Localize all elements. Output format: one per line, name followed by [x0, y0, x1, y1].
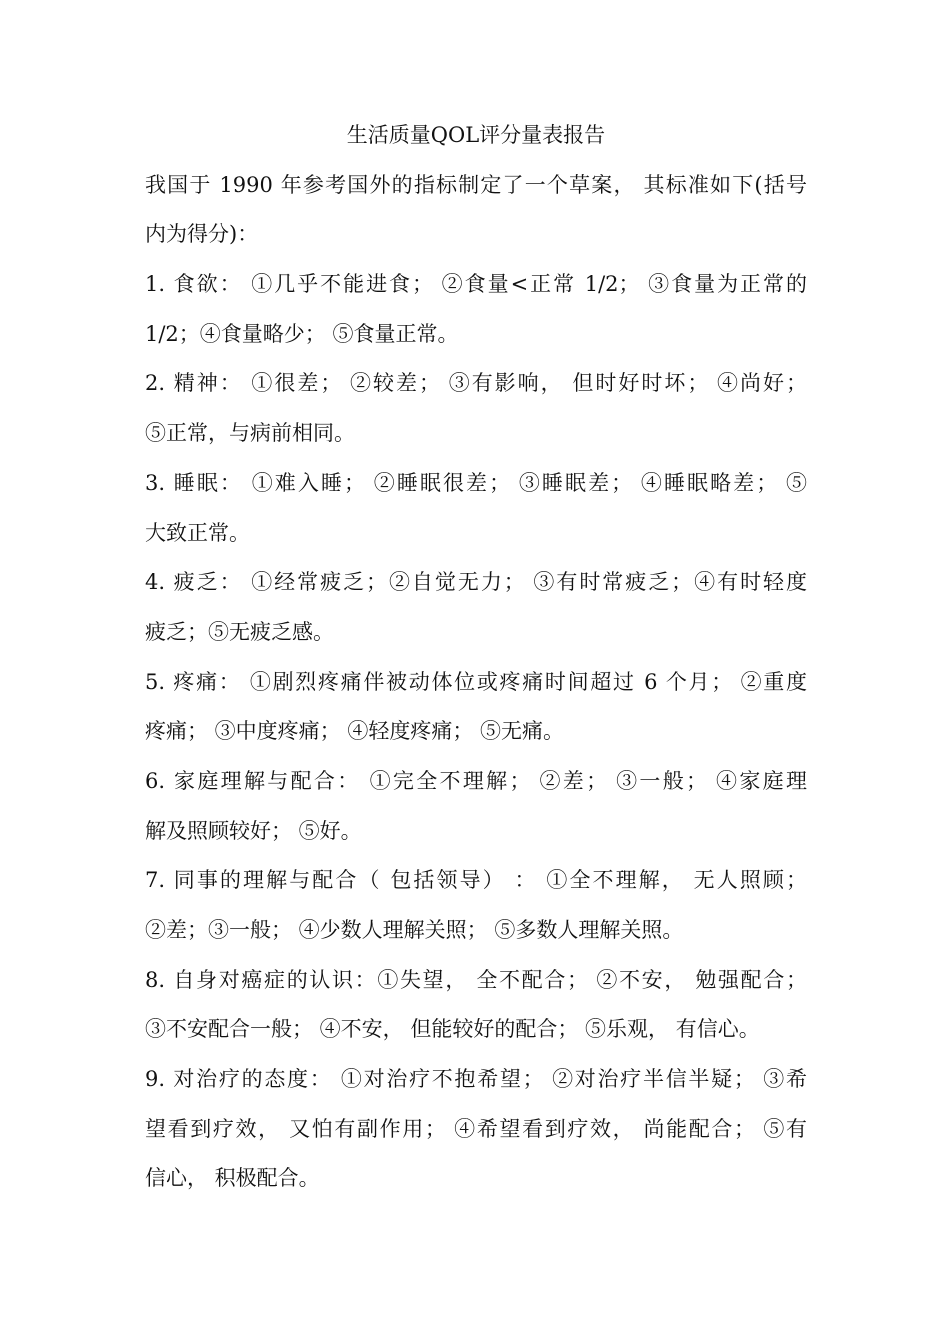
criteria-item-5	[145, 658, 807, 757]
criteria-line: 1/2；④食量略少； ⑤食量正常。	[145, 321, 459, 346]
criteria-item-2	[145, 359, 807, 458]
criteria-item-8	[145, 956, 807, 1055]
document-page	[145, 111, 807, 1204]
criteria-line: 望看到疗效， 又怕有副作用； ④希望看到疗效， 尚能配合； ⑤有	[145, 1116, 807, 1141]
criteria-list	[145, 260, 807, 1204]
criteria-item-7	[145, 856, 807, 955]
criteria-line: ⑤正常，与病前相同。	[145, 421, 355, 446]
criteria-line: 7. 同事的理解与配合（ 包括领导） ： ①全不理解， 无人照顾；	[145, 868, 807, 893]
criteria-line: 4. 疲乏： ①经常疲乏；②自觉无力； ③有时常疲乏；④有时轻度	[145, 570, 807, 595]
criteria-item-9	[145, 1055, 807, 1204]
criteria-line: 1. 食欲： ①几乎不能进食； ②食量<正常 1/2； ③食量为正常的	[145, 272, 807, 297]
criteria-line: 解及照顾较好； ⑤好。	[145, 818, 362, 843]
criteria-item-4	[145, 558, 807, 657]
criteria-line: 5. 疼痛： ①剧烈疼痛伴被动体位或疼痛时间超过 6 个月； ②重度	[145, 669, 807, 694]
criteria-item-6	[145, 757, 807, 856]
criteria-item-1	[145, 260, 807, 359]
criteria-line: 疼痛； ③中度疼痛； ④轻度疼痛； ⑤无痛。	[145, 719, 565, 744]
criteria-line: 9. 对治疗的态度： ①对治疗不抱希望； ②对治疗半信半疑； ③希	[145, 1067, 807, 1092]
criteria-line: 大致正常。	[145, 520, 250, 545]
criteria-line: 3. 睡眠： ①难入睡； ②睡眠很差； ③睡眠差； ④睡眠略差； ⑤	[145, 470, 807, 495]
criteria-line: 疲乏；⑤无疲乏感。	[145, 619, 334, 644]
criteria-line: 2. 精神： ①很差； ②较差； ③有影响， 但时好时坏； ④尚好；	[145, 371, 807, 396]
criteria-item-3	[145, 459, 807, 558]
criteria-line: ②差；③一般； ④少数人理解关照； ⑤多数人理解关照。	[145, 918, 684, 942]
document-title: 生活质量QOL评分量表报告	[346, 123, 606, 147]
criteria-line: 8. 自身对癌症的认识：①失望， 全不配合； ②不安， 勉强配合；	[145, 967, 807, 992]
criteria-line: ③不安配合一般； ④不安， 但能较好的配合； ⑤乐观， 有信心。	[145, 1017, 760, 1042]
intro-paragraph	[145, 161, 807, 260]
intro-line: 我国于 1990 年参考国外的指标制定了一个草案， 其标准如下(括号	[145, 172, 807, 197]
intro-line: 内为得分)：	[145, 222, 259, 247]
criteria-line: 信心， 积极配合。	[145, 1166, 320, 1191]
criteria-line: 6. 家庭理解与配合： ①完全不理解； ②差； ③一般； ④家庭理	[145, 768, 807, 793]
